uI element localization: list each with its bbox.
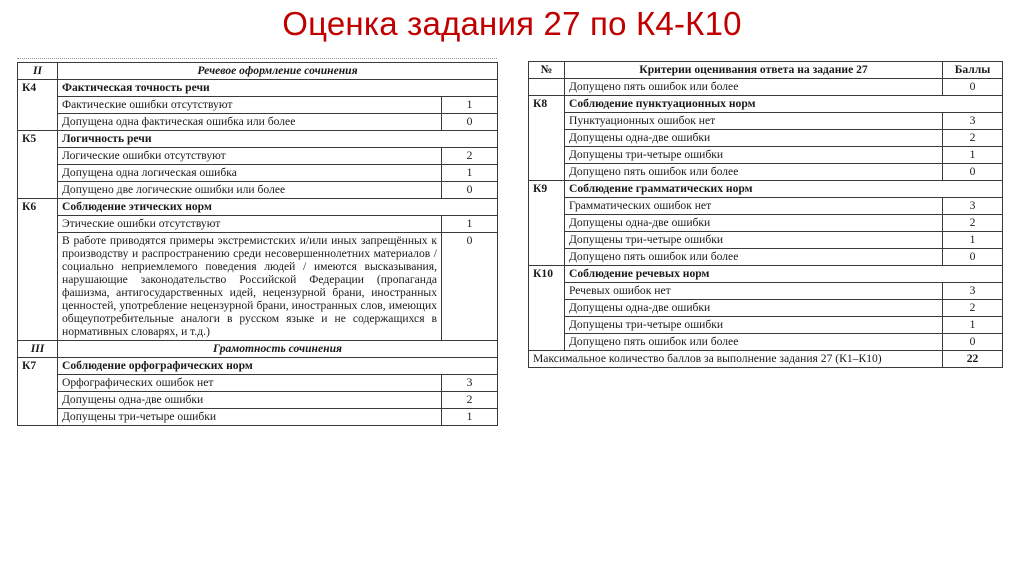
- table-row: [529, 198, 1003, 215]
- criteria-table-right: [528, 61, 1003, 368]
- section-number: III: [18, 341, 58, 358]
- table-row: [529, 130, 1003, 147]
- section-title: Грамотность сочинения: [58, 341, 498, 358]
- criterion-code: К9: [529, 181, 565, 266]
- criterion-title: Логичность речи: [58, 131, 498, 148]
- criterion-code: К8: [529, 96, 565, 181]
- section-header-row: [18, 63, 498, 80]
- criterion-code: К10: [529, 266, 565, 351]
- row-score: 0: [943, 334, 1003, 351]
- row-score: 1: [943, 147, 1003, 164]
- header-number: №: [529, 62, 565, 79]
- row-text: Допущено пять ошибок или более: [565, 334, 943, 351]
- table-row: [18, 392, 498, 409]
- row-text: Допущены три-четыре ошибки: [565, 317, 943, 334]
- criterion-row-k7: [18, 358, 498, 375]
- empty-code-cell: [529, 79, 565, 96]
- table-row: [18, 182, 498, 199]
- row-score: 2: [943, 300, 1003, 317]
- criterion-title: Фактическая точность речи: [58, 80, 498, 97]
- row-text: Допущено пять ошибок или более: [565, 79, 943, 96]
- row-text: Допущена одна фактическая ошибка или более: [58, 114, 442, 131]
- row-score: 3: [442, 375, 498, 392]
- criterion-row-k4: [18, 80, 498, 97]
- row-text: Допущены одна-две ошибки: [565, 300, 943, 317]
- table-row: [18, 97, 498, 114]
- row-text: Допущены одна-две ошибки: [58, 392, 442, 409]
- table-row: [529, 300, 1003, 317]
- criterion-row-k9: [529, 181, 1003, 198]
- cropped-top-edge: [17, 58, 497, 61]
- criterion-row-k6: [18, 199, 498, 216]
- row-text: Допущено пять ошибок или более: [565, 249, 943, 266]
- row-score: 3: [943, 283, 1003, 300]
- table-row: [529, 334, 1003, 351]
- row-score: 0: [943, 79, 1003, 96]
- header-criteria: Критерии оценивания ответа на задание 27: [565, 62, 943, 79]
- slide-title: Оценка задания 27 по К4-К10: [282, 5, 742, 42]
- table-row: [529, 215, 1003, 232]
- row-score: 2: [442, 392, 498, 409]
- table-row: [18, 216, 498, 233]
- criterion-code: К4: [18, 80, 58, 131]
- row-score: 3: [943, 198, 1003, 215]
- row-score: 2: [442, 148, 498, 165]
- table-row: [529, 164, 1003, 181]
- table-row: [529, 249, 1003, 266]
- table-row: [529, 283, 1003, 300]
- row-text: Допущены одна-две ошибки: [565, 130, 943, 147]
- criterion-row-k5: [18, 131, 498, 148]
- table-row: [529, 232, 1003, 249]
- row-text: Допущены три-четыре ошибки: [58, 409, 442, 426]
- total-score: 22: [943, 351, 1003, 368]
- table-row: [529, 147, 1003, 164]
- table-row: [18, 409, 498, 426]
- criterion-title: Соблюдение грамматических норм: [565, 181, 1003, 198]
- row-score: 0: [442, 182, 498, 199]
- row-text: Грамматических ошибок нет: [565, 198, 943, 215]
- criterion-code: К7: [18, 358, 58, 426]
- row-score: 2: [943, 215, 1003, 232]
- criterion-title: Соблюдение этических норм: [58, 199, 498, 216]
- total-row: [529, 351, 1003, 368]
- row-text: Фактические ошибки отсутствуют: [58, 97, 442, 114]
- table-row: [18, 114, 498, 131]
- criteria-table-left: [17, 62, 498, 426]
- row-score: 0: [943, 164, 1003, 181]
- row-score: 1: [943, 232, 1003, 249]
- criterion-title: Соблюдение пунктуационных норм: [565, 96, 1003, 113]
- row-score: 0: [943, 249, 1003, 266]
- criterion-row-k10: [529, 266, 1003, 283]
- row-score: 1: [442, 216, 498, 233]
- row-score: 1: [442, 165, 498, 182]
- row-score: 3: [943, 113, 1003, 130]
- table-row: [18, 165, 498, 182]
- table-row: [18, 233, 498, 341]
- row-text: Допущено пять ошибок или более: [565, 164, 943, 181]
- table-row: [18, 148, 498, 165]
- criterion-row-k8: [529, 96, 1003, 113]
- criterion-code: К5: [18, 131, 58, 199]
- row-text: Допущена одна логическая ошибка: [58, 165, 442, 182]
- table-row: [529, 317, 1003, 334]
- criterion-title: Соблюдение орфографических норм: [58, 358, 498, 375]
- row-text: Этические ошибки отсутствуют: [58, 216, 442, 233]
- row-text: Допущено две логические ошибки или более: [58, 182, 442, 199]
- row-text: Логические ошибки отсутствуют: [58, 148, 442, 165]
- row-text: Речевых ошибок нет: [565, 283, 943, 300]
- row-score: 2: [943, 130, 1003, 147]
- row-score: 1: [442, 97, 498, 114]
- row-text: Допущены три-четыре ошибки: [565, 147, 943, 164]
- row-score: 1: [442, 409, 498, 426]
- table-header-row: [529, 62, 1003, 79]
- table-row: [529, 113, 1003, 130]
- total-text: Максимальное количество баллов за выполнение задания 27 (К1–К10): [529, 351, 943, 368]
- row-text: Пунктуационных ошибок нет: [565, 113, 943, 130]
- row-score: 0: [442, 233, 498, 341]
- criterion-title: Соблюдение речевых норм: [565, 266, 1003, 283]
- table-row: [529, 79, 1003, 96]
- header-score: Баллы: [943, 62, 1003, 79]
- row-score: 1: [943, 317, 1003, 334]
- table-row: [18, 375, 498, 392]
- row-text: Орфографических ошибок нет: [58, 375, 442, 392]
- row-text: В работе приводятся примеры экстремистских и/или иных запрещённых к производству и распространению среди несовершеннолетних материалов / социально неприемлемого поведения людей / имеются высказывания, нарушающие законодательство Российской Федерации (пропаганда фашизма, антигосударственных идей, нецензурной брани, иностранных ценностей, употребление нецензурной брани, иностранных слов, имеющих общеупотребительные аналоги в русском языке и не содержащихся в нормативных словарях, и т.д.): [58, 233, 442, 341]
- row-score: 0: [442, 114, 498, 131]
- row-text: Допущены три-четыре ошибки: [565, 232, 943, 249]
- criterion-code: К6: [18, 199, 58, 341]
- row-text: Допущены одна-две ошибки: [565, 215, 943, 232]
- section-header-row: [18, 341, 498, 358]
- section-title: Речевое оформление сочинения: [58, 63, 498, 80]
- section-number: II: [18, 63, 58, 80]
